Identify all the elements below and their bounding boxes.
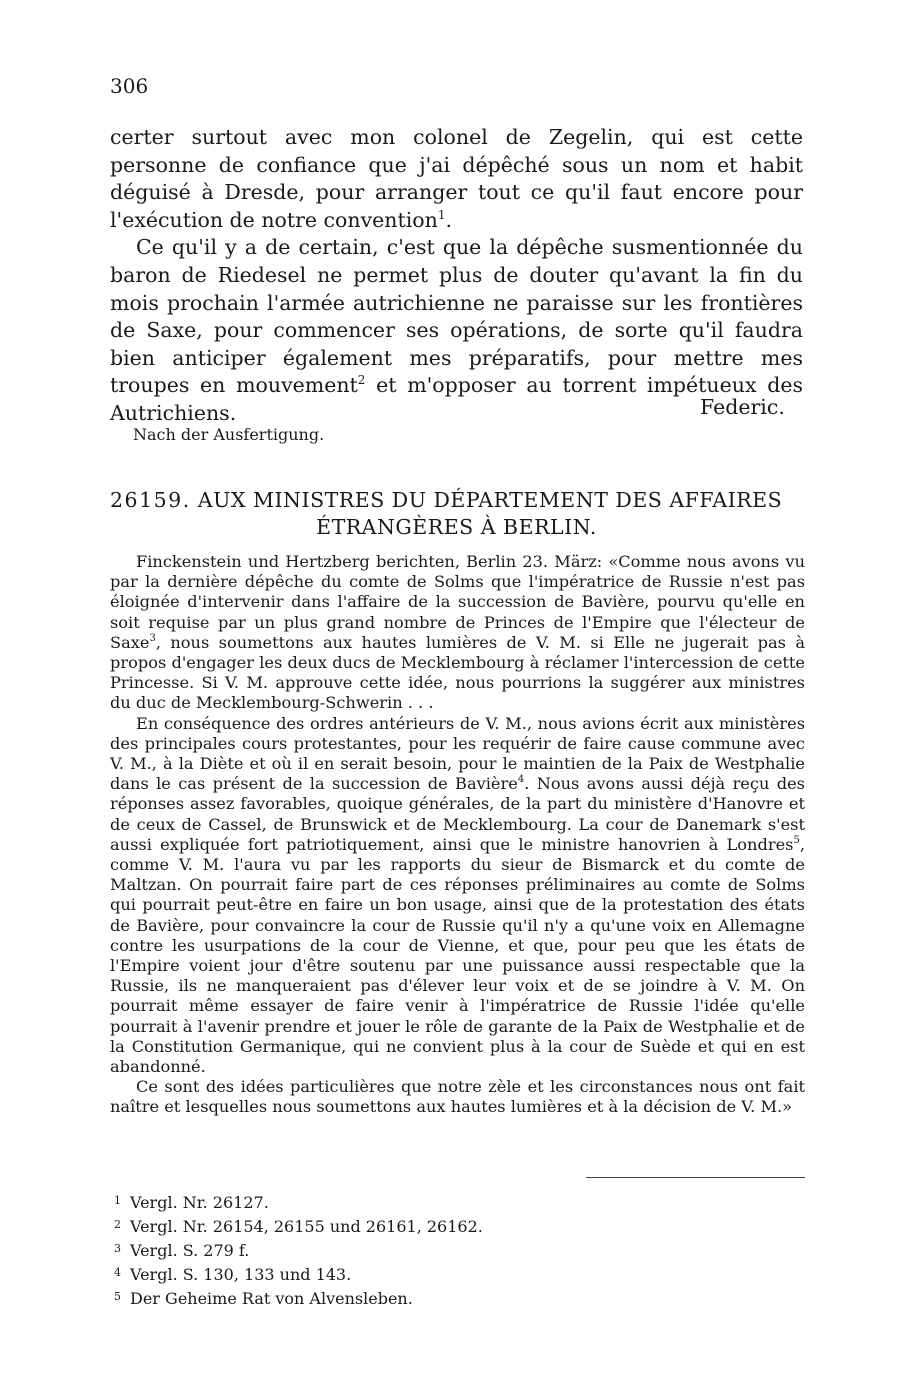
body-text: Ce sont des idées particulières que notre zèle et les circonstances nous ont fait naître et lesquelles nous soumettons aux hautes lumières et à la décision de V. M.»: [110, 1077, 805, 1117]
footnote-text: Vergl. Nr. 26127.: [130, 1193, 269, 1212]
footnote: [114, 1262, 804, 1286]
footnote-mark: 2: [114, 1218, 121, 1231]
footnote: [114, 1190, 804, 1214]
body-text: . Nous avons aussi déjà reçu des réponses assez favorables, quoique générales, de la part du ministère d'Hanovre et de ceux de Cassel, de Brunswick et de Mecklembourg. La cour de Danemark s'est aussi expliquée fort patriotiquement, ainsi que le ministre hanovrien à Londres: [110, 774, 805, 854]
footnotes: [114, 1190, 804, 1310]
letter-paragraph: [110, 124, 803, 234]
letter-paragraph-text: Ce qu'il y a de certain, c'est que la dépêche susmentionnée du baron de Riedesel ne permet plus de douter qu'avant la fin du mois prochain l'armée autrichienne ne paraisse sur les frontières de Saxe, pour commencer ses opérations, de sorte qu'il faudra bien anticiper également mes préparatifs, pour mettre mes troupes en mouvement: [110, 235, 803, 398]
source-note: Nach der Ausfertigung.: [133, 425, 325, 444]
letter-continuation: [110, 124, 803, 428]
body-text: Finckenstein und Hertzberg berichten, Berlin 23. März: «Comme nous avons vu par la dernière dépêche du comte de Solms que l'impératrice de Russie n'est pas éloignée d'intervenir dans l'affaire de la succession de Bavière, pourvu qu'elle en soit requise par un plus grand nombre de Princes de l'Empire que l'électeur de Saxe: [110, 552, 805, 652]
letter-paragraph-end: .: [445, 207, 453, 232]
body-paragraph: [110, 714, 805, 1078]
footnote-text: Vergl. S. 279 f.: [130, 1241, 250, 1260]
page-number: 306: [110, 74, 149, 98]
footnote: [114, 1286, 804, 1310]
report-body: [110, 552, 805, 1118]
footnote-divider: [586, 1177, 805, 1178]
body-text: , comme V. M. l'aura vu par les rapports du sieur de Bismarck et du comte de Maltzan. On pourrait faire part de ces réponses préliminaires au comte de Solms qui pourrait peut-être en faire un bon usage, ainsi que de la protestation des états de Bavière, pour convaincre la cour de Russie qu'il n'y a qu'une voix en Allemagne contre les usurpations de la cour de Vienne, et que, pour peu que les états de l'Empire voient jour d'être soutenu par une puissance aussi respectable que la Russie, ils ne manqueraient pas d'élever leur voix et de se joindre à V. M. On pourrait même essayer de faire venir à l'impératrice de Russie l'idée qu'elle pourrait à l'avenir prendre et jouer le rôle de garante de la Paix de Westphalie et de la Constitution Germanique, qui ne convient plus à la cour de Suède et qui en est abandonné.: [110, 834, 805, 1077]
letter-paragraph-text: certer surtout avec mon colonel de Zegelin, qui est cette personne de confiance que j'ai dépêché sous un nom et habit déguisé à Dresde, pour arranger tout ce qu'il faut encore pour l'exécution de notre convention: [110, 125, 803, 232]
footnote-ref: 3: [149, 632, 156, 644]
footnote-text: Der Geheime Rat von Alvensleben.: [130, 1289, 413, 1308]
footnote-mark: 1: [114, 1194, 121, 1207]
letter-paragraph-text: et m'opposer au torrent impétueux des Autrichiens.: [110, 373, 803, 425]
footnote-mark: 4: [114, 1266, 121, 1279]
heading-line-1: [110, 487, 803, 514]
body-paragraph: [110, 1077, 805, 1117]
footnote-ref: 2: [357, 373, 366, 388]
heading-line-2: ÉTRANGÈRES À BERLIN.: [316, 515, 597, 539]
body-paragraph: [110, 552, 805, 714]
document-heading: [110, 487, 803, 541]
document-number: 26159.: [110, 488, 191, 512]
body-text: , nous soumettons aux hautes lumières de V. M. si Elle ne jugerait pas à propos d'engager les deux ducs de Mecklembourg à réclamer l'intercession de cette Princesse. Si V. M. approuve cette idée, nous pourrions la suggérer aux ministres du duc de Mecklembourg-Schwerin . . .: [110, 632, 805, 713]
footnote: [114, 1238, 804, 1262]
footnote-mark: 3: [114, 1242, 121, 1255]
footnote-text: Vergl. Nr. 26154, 26155 und 26161, 26162.: [130, 1217, 483, 1236]
footnote: [114, 1214, 804, 1238]
footnote-mark: 5: [114, 1290, 121, 1303]
footnote-ref: 1: [437, 207, 446, 222]
body-text: En conséquence des ordres antérieurs de V. M., nous avions écrit aux ministères des principales cours protestantes, pour les requérir de faire cause commune avec V. M., à la Diète et où il en serait besoin, pour le maintien de la Paix de Westphalie dans le cas présent de la succession de Bavière: [110, 713, 805, 794]
heading-title: AUX MINISTRES DU DÉPARTEMENT DES AFFAIRES: [197, 488, 783, 512]
footnote-ref: 4: [517, 774, 525, 786]
signature: Federic.: [700, 395, 785, 419]
footnote-ref: 5: [793, 834, 800, 846]
footnote-text: Vergl. S. 130, 133 und 143.: [130, 1265, 352, 1284]
